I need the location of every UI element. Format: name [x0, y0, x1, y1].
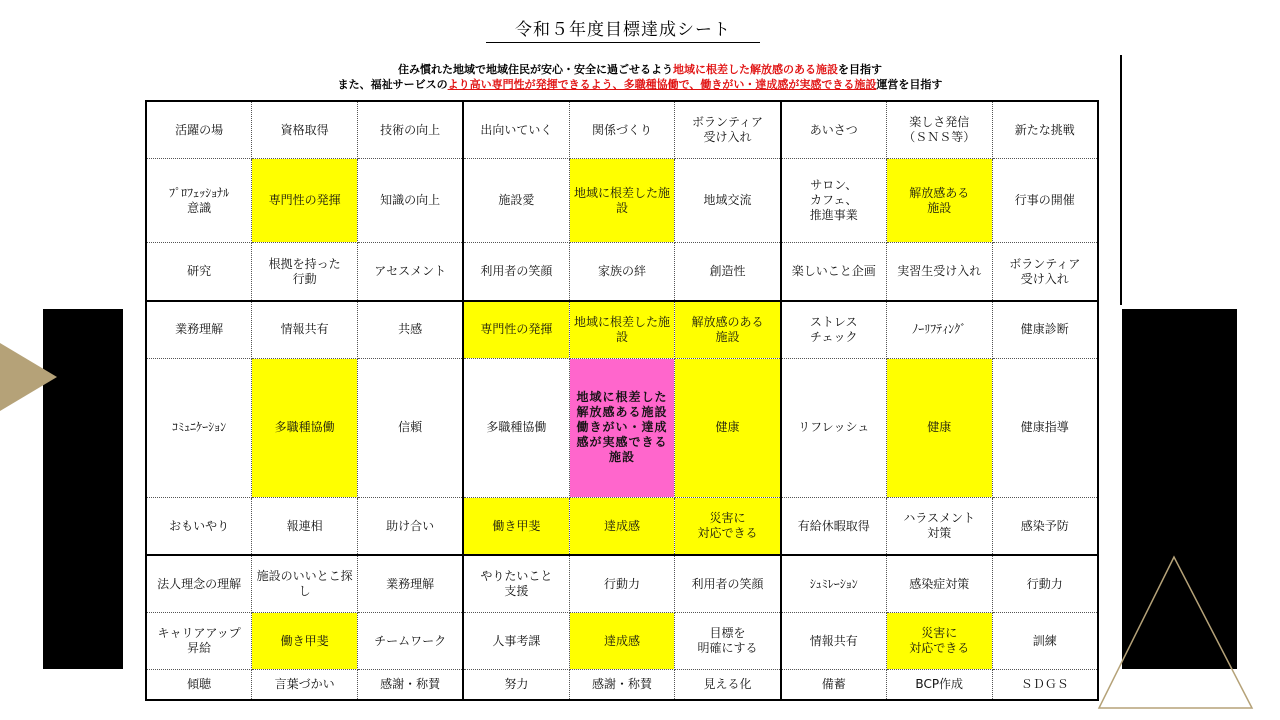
grid-cell: 業務理解 [358, 555, 464, 613]
grid-cell: 関係づくり [569, 101, 675, 159]
grid-cell: 備蓄 [781, 670, 887, 700]
grid-cell: 目標を 明確にする [675, 613, 781, 670]
grid-cell: 助け合い [358, 498, 464, 556]
grid-cell: 業務理解 [146, 301, 252, 359]
grid-cell: 達成感 [569, 498, 675, 556]
grid-cell: 訓練 [992, 613, 1098, 670]
grid-cell: 健康 [886, 358, 992, 497]
subtitle-line-1 [170, 61, 1110, 77]
grid-row [146, 670, 1098, 700]
grid-cell: 利用者の笑顔 [675, 555, 781, 613]
grid-cell: 根拠を持った 行動 [252, 243, 358, 301]
decorative-triangle-icon [1095, 555, 1255, 715]
subtitle-text: を目指す [838, 63, 882, 76]
subtitle-text: また、福祉サービスの [337, 78, 448, 91]
subtitle-emphasis: より高い専門性が発揮できるよう、多職種協働で、働きがい・達成感が実感できる施設 [447, 78, 877, 91]
grid-cell: サロン、 カフェ、 推進事業 [781, 159, 887, 243]
grid-cell: 地域に根差した 解放感ある施設 働きがい・達成 感が実感できる 施設 [569, 358, 675, 497]
grid-cell: 知識の向上 [358, 159, 464, 243]
grid-cell: 努力 [463, 670, 569, 700]
grid-cell: やりたいこと 支援 [463, 555, 569, 613]
subtitle-line-2 [170, 76, 1110, 92]
grid-row [146, 101, 1098, 159]
grid-cell: 健康診断 [992, 301, 1098, 359]
subtitle-emphasis: 地域に根差した解放感のある施設 [673, 63, 838, 76]
grid-cell: 行事の開催 [992, 159, 1098, 243]
grid-cell: 専門性の発揮 [252, 159, 358, 243]
grid-cell: 実習生受け入れ [886, 243, 992, 301]
grid-cell: ボランティア 受け入れ [675, 101, 781, 159]
grid-cell: 働き甲斐 [463, 498, 569, 556]
grid-cell: おもいやり [146, 498, 252, 556]
grid-cell: ストレス チェック [781, 301, 887, 359]
grid-cell: 楽しいこと企画 [781, 243, 887, 301]
grid-cell: 地域に根差した施 設 [569, 159, 675, 243]
grid-cell: 行動力 [992, 555, 1098, 613]
grid-cell: ハラスメント 対策 [886, 498, 992, 556]
grid-cell: 地域交流 [675, 159, 781, 243]
grid-cell: 利用者の笑顔 [463, 243, 569, 301]
grid-row [146, 243, 1098, 301]
grid-cell: リフレッシュ [781, 358, 887, 497]
grid-cell: 災害に 対応できる [675, 498, 781, 556]
grid-cell: 研究 [146, 243, 252, 301]
grid-cell: 健康指導 [992, 358, 1098, 497]
grid-cell: 見える化 [675, 670, 781, 700]
grid-cell: 行動力 [569, 555, 675, 613]
grid-row [146, 498, 1098, 556]
grid-row [146, 613, 1098, 670]
grid-cell: 感染症対策 [886, 555, 992, 613]
grid-cell: 人事考課 [463, 613, 569, 670]
grid-cell: 災害に 対応できる [886, 613, 992, 670]
grid-cell: あいさつ [781, 101, 887, 159]
grid-cell: ｺﾐｭﾆｹｰｼｮﾝ [146, 358, 252, 497]
grid-cell: 言葉づかい [252, 670, 358, 700]
grid-cell: 施設のいいとこ探 し [252, 555, 358, 613]
grid-cell: 情報共有 [781, 613, 887, 670]
grid-cell: BCP作成 [886, 670, 992, 700]
grid-cell: 資格取得 [252, 101, 358, 159]
grid-row [146, 301, 1098, 359]
grid-cell: 有給休暇取得 [781, 498, 887, 556]
mandala-goal-grid [145, 100, 1099, 701]
grid-cell: 解放感のある 施設 [675, 301, 781, 359]
grid-cell: 活躍の場 [146, 101, 252, 159]
grid-cell: 法人理念の理解 [146, 555, 252, 613]
grid-cell: 専門性の発揮 [463, 301, 569, 359]
grid-cell: 達成感 [569, 613, 675, 670]
grid-row [146, 159, 1098, 243]
grid-cell: ＳＤＧＳ [992, 670, 1098, 700]
grid-cell: ボランティア 受け入れ [992, 243, 1098, 301]
subtitle-text: 住み慣れた地域で地域住民が安心・安全に過ごせるよう [398, 63, 673, 76]
grid-cell: 施設愛 [463, 159, 569, 243]
grid-cell: 共感 [358, 301, 464, 359]
grid-cell: 多職種協働 [463, 358, 569, 497]
divider-line [1120, 55, 1122, 305]
grid-row [146, 555, 1098, 613]
grid-cell: 傾聴 [146, 670, 252, 700]
grid-cell: 感謝・称賛 [358, 670, 464, 700]
grid-cell: 創造性 [675, 243, 781, 301]
grid-cell: 多職種協働 [252, 358, 358, 497]
grid-cell: ｼｭﾐﾚｰｼｮﾝ [781, 555, 887, 613]
play-arrow-icon[interactable] [0, 343, 57, 411]
grid-cell: キャリアアップ 昇給 [146, 613, 252, 670]
subtitle-text: 運営を目指す [876, 78, 943, 91]
grid-cell: アセスメント [358, 243, 464, 301]
grid-cell: ﾌﾟﾛﾌｪｯｼｮﾅﾙ 意識 [146, 159, 252, 243]
grid-cell: ﾉｰﾘﾌﾃｨﾝｸﾞ [886, 301, 992, 359]
grid-cell: 健康 [675, 358, 781, 497]
grid-cell: 働き甲斐 [252, 613, 358, 670]
grid-cell: チームワーク [358, 613, 464, 670]
grid-cell: 技術の向上 [358, 101, 464, 159]
grid-cell: 信頼 [358, 358, 464, 497]
page-title: 令和５年度目標達成シート [486, 18, 760, 43]
grid-cell: 情報共有 [252, 301, 358, 359]
grid-cell: 感謝・称賛 [569, 670, 675, 700]
grid-cell: 楽しさ発信 （ＳＮＳ等） [886, 101, 992, 159]
grid-cell: 解放感ある 施設 [886, 159, 992, 243]
grid-cell: 出向いていく [463, 101, 569, 159]
grid-cell: 報連相 [252, 498, 358, 556]
grid-cell: 新たな挑戦 [992, 101, 1098, 159]
grid-cell: 地域に根差した施 設 [569, 301, 675, 359]
grid-cell: 家族の絆 [569, 243, 675, 301]
grid-cell: 感染予防 [992, 498, 1098, 556]
grid-row [146, 358, 1098, 497]
